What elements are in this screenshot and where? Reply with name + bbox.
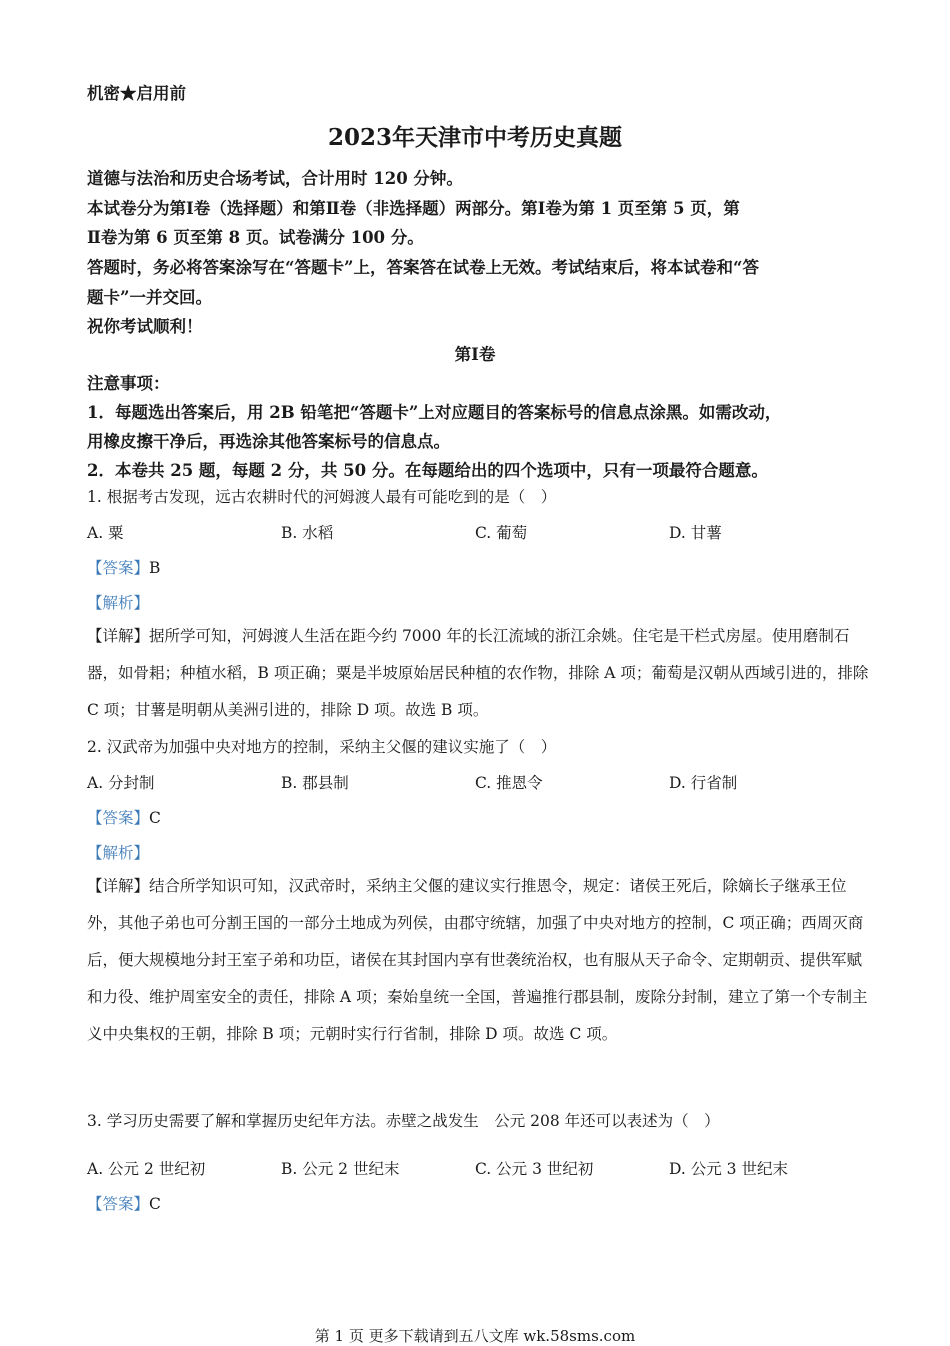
answer-tag: 【答案】 xyxy=(87,809,150,827)
question-1-answer xyxy=(87,556,160,578)
question-3-option-b: B. 公元 2 世纪末 xyxy=(281,1160,400,1178)
question-2-option-b: B. 郡县制 xyxy=(281,774,349,792)
notes-item-1-line-1: 1．每题选出答案后，用 2B 铅笔把“答题卡”上对应题目的答案标号的信息点涂黑。如需改动， xyxy=(87,403,782,422)
question-2-answer xyxy=(87,806,161,828)
question-3-option-d: D. 公元 3 世纪末 xyxy=(669,1160,788,1178)
question-3-option-a: A. 公元 2 世纪初 xyxy=(87,1160,206,1178)
volume-label: 第Ⅰ卷 xyxy=(454,345,496,364)
notes-item-1-line-2: 用橡皮擦干净后，再选涂其他答案标号的信息点。 xyxy=(87,432,450,451)
intro-line-6: 祝你考试顺利！ xyxy=(87,317,203,336)
question-2-detail xyxy=(87,868,877,1053)
question-1-option-c: C. 葡萄 xyxy=(475,524,528,542)
intro-line-5: 题卡”一并交回。 xyxy=(87,288,212,307)
answer-value: B xyxy=(149,559,161,577)
answer-tag: 【答案】 xyxy=(87,1195,150,1213)
question-1-stem: 1. 根据考古发现，远古农耕时代的河姆渡人最有可能吃到的是（ ） xyxy=(87,488,557,506)
notes-item-2: 2．本卷共 25 题，每题 2 分，共 50 分。在每题给出的四个选项中，只有一项最符合题意。 xyxy=(87,461,768,480)
question-2-stem: 2. 汉武帝为加强中央对地方的控制，采纳主父偃的建议实施了（ ） xyxy=(87,738,557,756)
answer-value: C xyxy=(149,809,161,827)
question-1-option-a: A. 粟 xyxy=(87,524,124,542)
detail-text: 据所学可知，河姆渡人生活在距今约 7000 年的长江流域的浙江余姚。住宅是干栏式房屋。使用磨制石器，如骨耜；种植水稻，B 项正确；粟是半坡原始居民种植的农作物，排除 A 项；葡萄是汉朝从西域引进的，排除 C 项；甘薯是明朝从美洲引进的，排除 D 项。故选 B 项。 xyxy=(87,627,869,719)
page-footer: 第 1 页 更多下载请到五八文库 wk.58sms.com xyxy=(314,1327,636,1345)
question-3-option-c: C. 公元 3 世纪初 xyxy=(475,1160,594,1178)
notes-heading: 注意事项： xyxy=(87,374,170,393)
question-3-answer xyxy=(87,1192,161,1214)
intro-line-2: 本试卷分为第Ⅰ卷（选择题）和第Ⅱ卷（非选择题）两部分。第Ⅰ卷为第 1 页至第 5 页，第 xyxy=(87,199,740,218)
detail-tag: 【详解】 xyxy=(87,627,150,645)
question-1-option-d: D. 甘薯 xyxy=(669,524,722,542)
answer-tag: 【答案】 xyxy=(87,559,150,577)
question-2-option-d: D. 行省制 xyxy=(669,774,738,792)
intro-line-3: Ⅱ卷为第 6 页至第 8 页。试卷满分 100 分。 xyxy=(87,228,424,247)
intro-line-1: 道德与法治和历史合场考试，合计用时 120 分钟。 xyxy=(87,169,463,188)
detail-tag: 【详解】 xyxy=(87,877,150,895)
page-title: 2023年天津市中考历史真题 xyxy=(327,124,622,151)
question-1-detail xyxy=(87,618,877,729)
question-2-option-a: A. 分封制 xyxy=(87,774,155,792)
confidential-mark: 机密★启用前 xyxy=(87,84,186,103)
answer-value: C xyxy=(149,1195,161,1213)
question-1-analysis-tag: 【解析】 xyxy=(87,594,150,612)
question-1-option-b: B. 水稻 xyxy=(281,524,334,542)
question-2-analysis-tag: 【解析】 xyxy=(87,844,150,862)
question-2-option-c: C. 推恩令 xyxy=(475,774,543,792)
question-3-stem: 3. 学习历史需要了解和掌握历史纪年方法。赤壁之战发生 公元 208 年还可以表述为（ ） xyxy=(87,1112,720,1130)
detail-text: 结合所学知识可知，汉武帝时，采纳主父偃的建议实行推恩令，规定：诸侯王死后，除嫡长子继承王位外，其他子弟也可分割王国的一部分土地成为列侯，由郡守统辖，加强了中央对地方的控制，C 项正确；西周灭商后，便大规模地分封王室子弟和功臣，诸侯在其封国内享有世袭统治权，也有服从天子命令、定期朝贡、提供军赋和力役、维护周室安全的责任，排除 A 项；秦始皇统一全国，普遍推行郡县制，废除分封制，建立了第一个专制主义中央集权的王朝，排除 B 项；元朝时实行行省制，排除 D 项。故选 C 项。 xyxy=(87,877,868,1043)
intro-line-4: 答题时，务必将答案涂写在“答题卡”上，答案答在试卷上无效。考试结束后，将本试卷和“答 xyxy=(87,258,759,277)
